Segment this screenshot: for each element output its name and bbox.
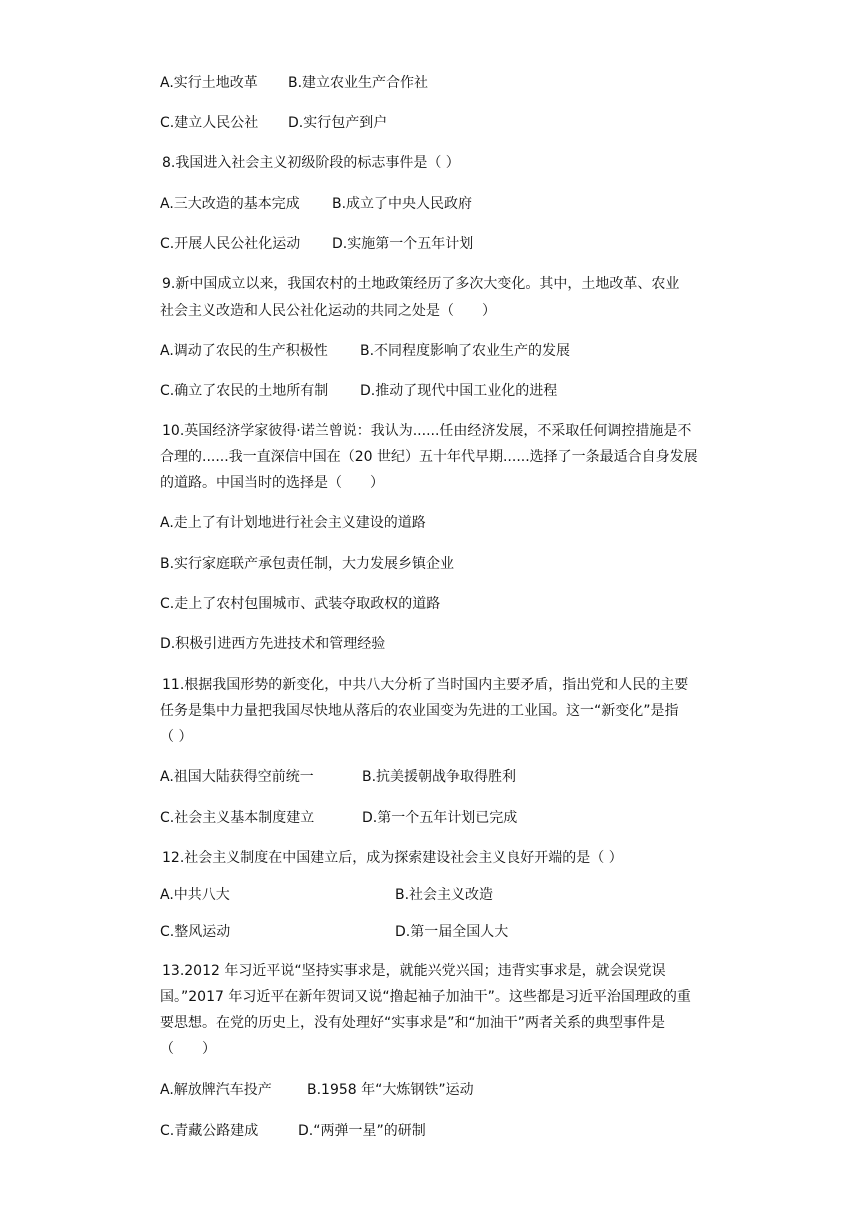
q10-stem-line-1: 10.英国经济学家彼得·诺兰曾说：我认为......任由经济发展，不采取任何调控措施是不 bbox=[162, 423, 692, 439]
q8-stem: 8.我国进入社会主义初级阶段的标志事件是（ ） bbox=[162, 155, 460, 171]
q9-stem-line-2: 社会主义改造和人民公社化运动的共同之处是（ ） bbox=[160, 303, 496, 319]
q8-option-d: D.实施第一个五年计划 bbox=[332, 236, 474, 252]
q13-option-c: C.青藏公路建成 bbox=[160, 1123, 259, 1139]
q10-option-d: D.积极引进西方先进技术和管理经验 bbox=[160, 636, 386, 652]
q11-option-c: C.社会主义基本制度建立 bbox=[160, 810, 315, 826]
q12-stem: 12.社会主义制度在中国建立后，成为探索建设社会主义良好开端的是（ ） bbox=[162, 850, 623, 866]
q7-option-c: C.建立人民公社 bbox=[160, 115, 259, 131]
q13-stem-line-4: （ ） bbox=[160, 1041, 216, 1057]
q11-stem-line-1: 11.根据我国形势的新变化，中共八大分析了当时国内主要矛盾，指出党和人民的主要 bbox=[162, 677, 689, 693]
q13-option-b: B.1958 年“大炼钢铁”运动 bbox=[307, 1082, 474, 1098]
q12-option-a: A.中共八大 bbox=[160, 887, 230, 903]
q12-option-c: C.整风运动 bbox=[160, 924, 231, 940]
q13-option-a: A.解放牌汽车投产 bbox=[160, 1082, 272, 1098]
q10-option-a: A.走上了有计划地进行社会主义建设的道路 bbox=[160, 515, 426, 531]
q8-option-c: C.开展人民公社化运动 bbox=[160, 236, 301, 252]
q7-option-d: D.实行包产到户 bbox=[288, 115, 388, 131]
q8-option-a: A.三大改造的基本完成 bbox=[160, 196, 300, 212]
q11-stem-line-3: （ ） bbox=[160, 729, 193, 745]
q11-option-b: B.抗美援朝战争取得胜利 bbox=[362, 769, 517, 785]
q9-stem-line-1: 9.新中国成立以来，我国农村的土地政策经历了多次大变化。其中，土地改革、农业 bbox=[162, 276, 680, 292]
q7-option-a: A.实行土地改革 bbox=[160, 75, 258, 91]
q12-option-d: D.第一届全国人大 bbox=[395, 924, 509, 940]
q10-option-b: B.实行家庭联产承包责任制，大力发展乡镇企业 bbox=[160, 556, 455, 572]
q9-option-b: B.不同程度影响了农业生产的发展 bbox=[360, 343, 571, 359]
q11-option-a: A.祖国大陆获得空前统一 bbox=[160, 769, 314, 785]
q10-option-c: C.走上了农村包围城市、武装夺取政权的道路 bbox=[160, 596, 441, 612]
q13-option-d: D.“两弹一星”的研制 bbox=[298, 1123, 426, 1139]
q9-option-c: C.确立了农民的土地所有制 bbox=[160, 383, 329, 399]
q8-option-b: B.成立了中央人民政府 bbox=[332, 196, 473, 212]
q7-option-b: B.建立农业生产合作社 bbox=[288, 75, 429, 91]
q13-stem-line-1: 13.2012 年习近平说“坚持实事求是，就能兴党兴国；违背实事求是，就会误党误 bbox=[162, 963, 666, 979]
q9-option-a: A.调动了农民的生产积极性 bbox=[160, 343, 328, 359]
q13-stem-line-2: 国。”2017 年习近平在新年贺词又说“撸起袖子加油干”。这些都是习近平治国理政的重 bbox=[160, 989, 691, 1005]
q12-option-b: B.社会主义改造 bbox=[395, 887, 494, 903]
q13-stem-line-3: 要思想。在党的历史上，没有处理好“实事求是”和“加油干”两者关系的典型事件是 bbox=[160, 1015, 666, 1031]
q9-option-d: D.推动了现代中国工业化的进程 bbox=[360, 383, 558, 399]
q10-stem-line-3: 的道路。中国当时的选择是（ ） bbox=[160, 475, 384, 491]
q11-option-d: D.第一个五年计划已完成 bbox=[362, 810, 518, 826]
q10-stem-line-2: 合理的......我一直深信中国在（20 世纪）五十年代早期......选择了一条最适合自身发展 bbox=[160, 449, 698, 465]
q11-stem-line-2: 任务是集中力量把我国尽快地从落后的农业国变为先进的工业国。这一“新变化”是指 bbox=[160, 703, 679, 719]
